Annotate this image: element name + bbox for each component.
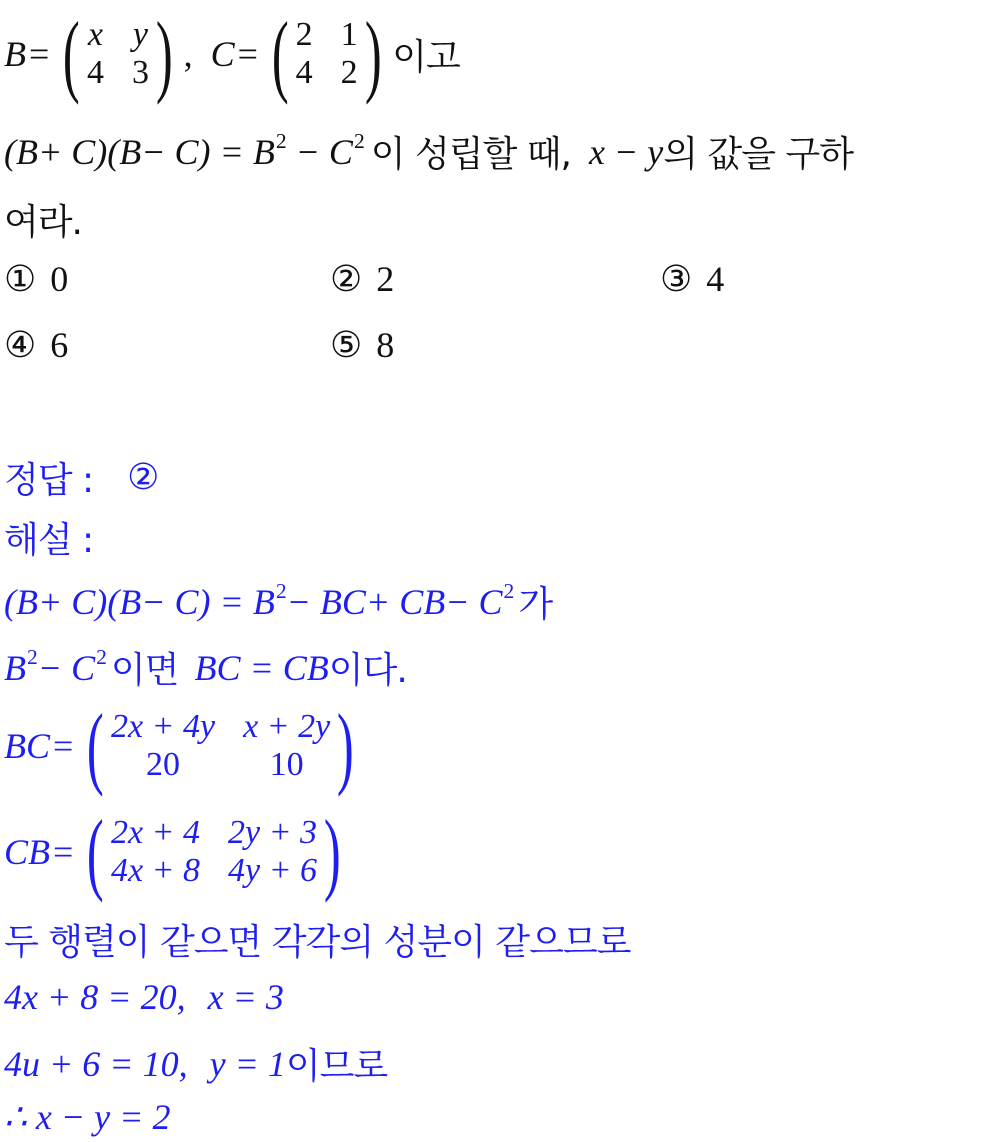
- solution-text-same: 두 행렬이 같으면 각각의 성분이 같으므로: [4, 922, 631, 963]
- choice-2[interactable]: ② 2: [330, 259, 395, 300]
- question-line-1-suffix: 이고: [392, 36, 460, 78]
- choice-3[interactable]: ③ 4: [660, 259, 725, 300]
- matrix-b-label: B: [4, 34, 26, 74]
- matrix-c: ( 2 1 4 2 ): [271, 3, 382, 105]
- x-minus-y: x − y: [588, 131, 664, 172]
- question-line-3: 여라.: [4, 202, 82, 243]
- solution-final: ∴ x − y = 2: [4, 1097, 171, 1137]
- question-line-2-suffix1: 이 성립할 때,: [370, 134, 571, 175]
- matrix-c-label: C: [210, 34, 235, 74]
- solution-eq-1: 4x + 8 = 20, x = 3: [4, 977, 284, 1017]
- solution-label: 해설 :: [4, 520, 94, 561]
- question-line-2: [4, 126, 853, 177]
- solution-eq-2: 4u + 6 = 10, y = 1 이므로: [4, 1043, 388, 1087]
- answer-value: ②: [127, 457, 159, 498]
- question-line-2-suffix2: 의 값을 구하: [663, 134, 853, 175]
- solution-matrix-bc: BC = ( 2x + 4y x + 2y 20 10 ): [4, 695, 354, 797]
- solution-line-2: $B^2- C^2$ 이면 BC = CB 이다.: [4, 645, 407, 691]
- solution-line-1: $(B+ C)(B- C) = B^2- BC+ CB- C^2$ 가: [4, 579, 553, 625]
- matrix-b: ( x y 4 3 ): [63, 3, 173, 105]
- choice-1[interactable]: ① 0: [4, 259, 69, 300]
- choice-5[interactable]: ⑤ 8: [330, 325, 395, 366]
- answer-label: 정답 :: [4, 460, 94, 501]
- identity-expression: $(B+ C)(B- C) = B^2 - C^2$: [4, 129, 365, 173]
- question-line-1: B = ( x y 4 3 ) , C = ( 2 1 4 2 ) 이고: [4, 3, 460, 105]
- answer-line: [4, 452, 158, 503]
- choice-4[interactable]: ④ 6: [4, 325, 69, 366]
- solution-matrix-cb: CB = ( 2x + 4 2y + 3 4x + 8 4y + 6 ): [4, 801, 341, 903]
